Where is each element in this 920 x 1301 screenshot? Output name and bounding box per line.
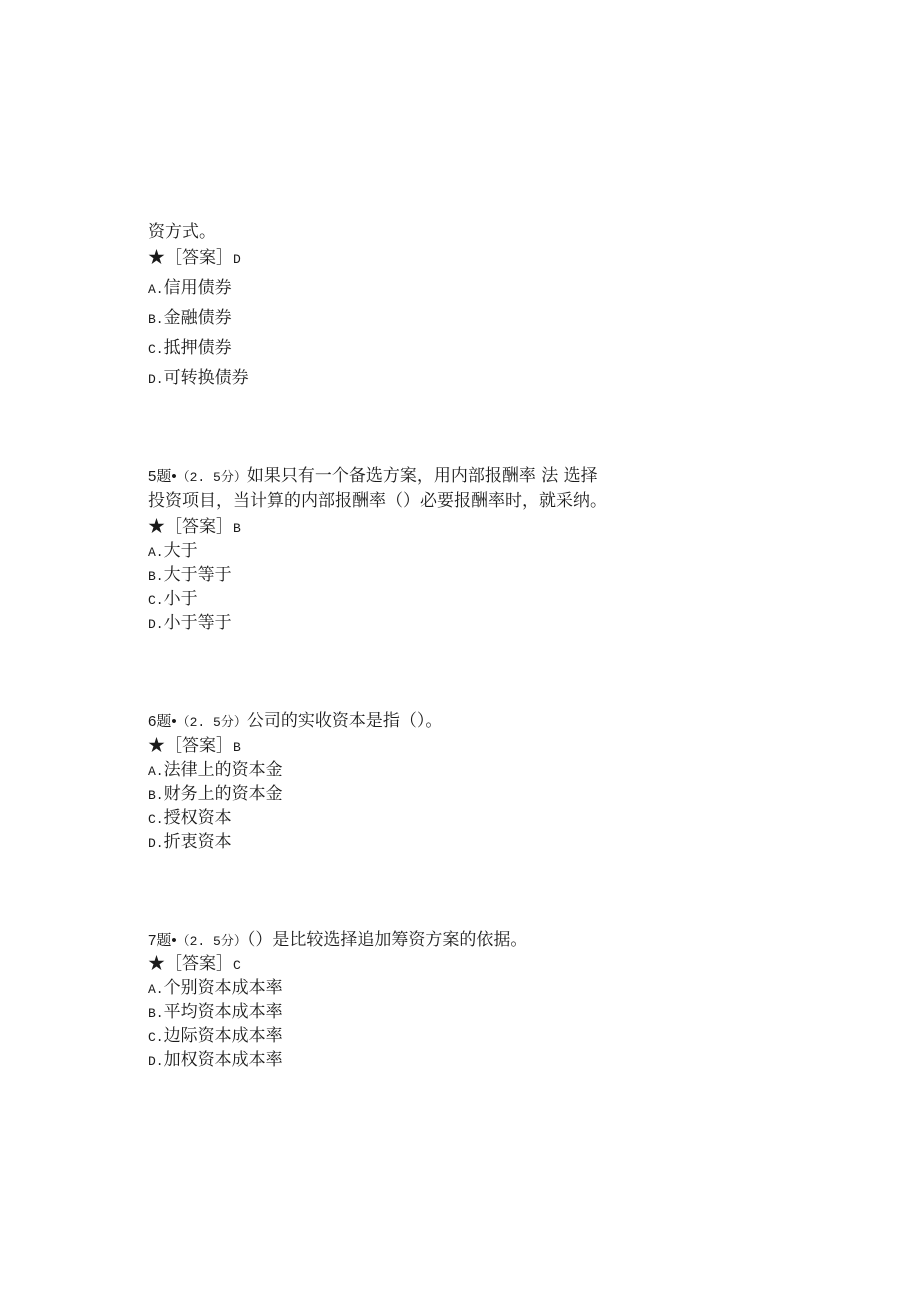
answer-letter: B: [233, 740, 241, 755]
option-a: [148, 276, 232, 302]
option-c: [148, 1024, 283, 1050]
option-text: 授权资本: [163, 808, 232, 828]
option-d: [148, 1048, 283, 1074]
question-score: （2. 5分）: [176, 934, 247, 949]
question-5-header: [148, 464, 598, 490]
option-text: 小于等于: [163, 613, 232, 633]
question-5-text-line2: 投资项目，当计算的内部报酬率（）必要报酬率时，就采纳。: [148, 491, 607, 511]
option-text: 折衷资本: [163, 832, 232, 852]
option-text: 小于: [163, 589, 198, 609]
answer-line: [148, 734, 241, 760]
option-key: A.: [148, 764, 164, 779]
answer-line: [148, 952, 241, 978]
option-text: 大于: [163, 541, 198, 561]
answer-line: [148, 246, 241, 272]
answer-letter: D: [233, 252, 241, 267]
option-key: C.: [148, 593, 164, 608]
option-key: C.: [148, 342, 164, 357]
option-c: [148, 587, 198, 613]
question-text: 公司的实收资本是指（）。: [246, 711, 443, 731]
question-text: （）是比较选择追加筹资方案的依据。: [246, 930, 528, 950]
option-text: 个别资本成本率: [163, 978, 283, 998]
answer-prefix: ★［答案］: [148, 954, 233, 974]
option-text: 平均资本成本率: [163, 1002, 283, 1022]
answer-prefix: ★［答案］: [148, 517, 233, 537]
question-number: 5题•: [148, 468, 177, 485]
option-text: 边际资本成本率: [163, 1026, 283, 1046]
option-text: 大于等于: [163, 565, 232, 585]
answer-letter: C: [233, 958, 241, 973]
option-c: [148, 806, 232, 832]
option-key: B.: [148, 312, 164, 327]
answer-prefix: ★［答案］: [148, 248, 233, 268]
option-key: C.: [148, 812, 164, 827]
option-key: D.: [148, 1054, 164, 1069]
answer-line: [148, 515, 241, 541]
answer-prefix: ★［答案］: [148, 736, 233, 756]
answer-letter: B: [233, 521, 241, 536]
option-a: [148, 976, 283, 1002]
option-key: D.: [148, 372, 164, 387]
option-key: B.: [148, 788, 164, 803]
question-6-header: [148, 709, 442, 735]
question-number: 7题•: [148, 932, 177, 949]
option-key: D.: [148, 836, 164, 851]
option-d: [148, 366, 249, 392]
question-7-header: [148, 928, 527, 954]
option-text: 财务上的资本金: [163, 784, 283, 804]
option-key: B.: [148, 1006, 164, 1021]
option-text: 法律上的资本金: [163, 760, 283, 780]
option-text: 可转换债券: [163, 368, 249, 388]
question-text: 如果只有一个备选方案，用内部报酬率 法 选择: [246, 466, 598, 486]
question-score: （2. 5分）: [176, 715, 247, 730]
option-a: [148, 539, 198, 565]
option-d: [148, 611, 232, 637]
option-text: 抵押债券: [163, 338, 232, 358]
option-key: B.: [148, 569, 164, 584]
question-tail-text: 资方式。: [148, 222, 216, 242]
option-d: [148, 830, 232, 856]
question-score: （2. 5分）: [176, 470, 247, 485]
question-number: 6题•: [148, 713, 177, 730]
option-key: A.: [148, 282, 164, 297]
option-key: A.: [148, 982, 164, 997]
option-b: [148, 1000, 283, 1026]
option-key: C.: [148, 1030, 164, 1045]
option-key: A.: [148, 545, 164, 560]
option-b: [148, 306, 232, 332]
option-text: 金融债券: [163, 308, 232, 328]
option-a: [148, 758, 283, 784]
option-text: 信用债券: [163, 278, 232, 298]
option-key: D.: [148, 617, 164, 632]
option-text: 加权资本成本率: [163, 1050, 283, 1070]
option-b: [148, 782, 283, 808]
option-b: [148, 563, 232, 589]
option-c: [148, 336, 232, 362]
